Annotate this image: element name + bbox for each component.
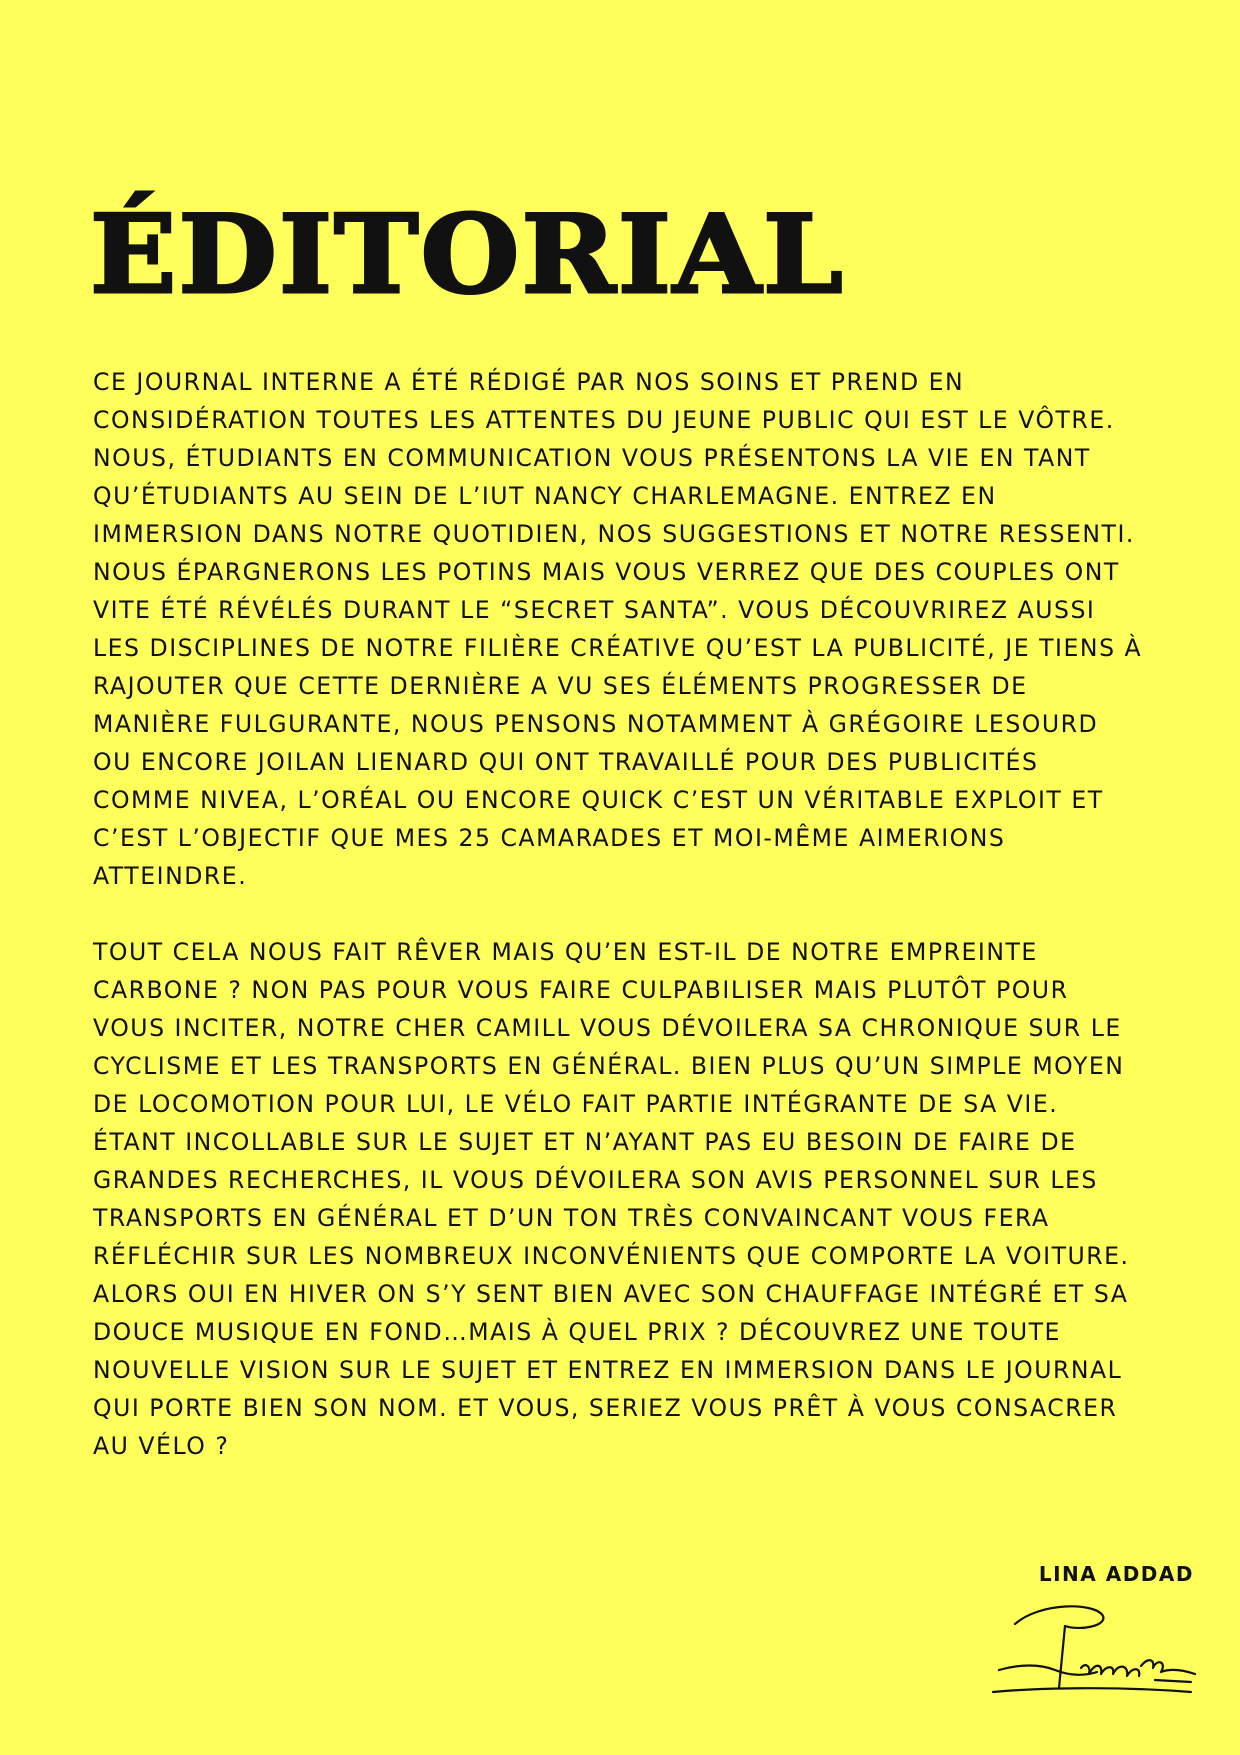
editorial-paragraph-2: TOUT CELA NOUS FAIT RÊVER MAIS QU’EN EST-IL DE NOTRE EMPREINTE CARBONE ? NON PAS POUR VOUS FAIRE CULPABILISER MAIS PLUTÔT POUR VOUS INCITER, NOTRE CHER CAMILL VOUS DÉVOILERA SA CHRONIQUE SUR LE CYCLISME ET LES TRANSPORTS EN GÉNÉRAL. BIEN PLUS QU’UN SIMPLE MOYEN DE LOCOMOTION POUR LUI, LE VÉLO FAIT PARTIE INTÉGRANTE DE SA VIE. ÉTANT INCOLLABLE SUR LE SUJET ET N’AYANT PAS EU BESOIN DE FAIRE DE GRANDES RECHERCHES, IL VOUS DÉVOILERA SON AVIS PERSONNEL SUR LES TRANSPORTS EN GÉNÉRAL ET D’UN TON TRÈS CONVAINCANT VOUS FERA RÉFLÉCHIR SUR LES NOMBREUX INCONVÉNIENTS QUE COMPORTE LA VOITURE. ALORS OUI EN HIVER ON S’Y SENT BIEN AVEC SON CHAUFFAGE INTÉGRÉ ET SA DOUCE MUSIQUE EN FOND…MAIS À QUEL PRIX ? DÉCOUVREZ UNE TOUTE NOUVELLE VISION SUR LE SUJET ET ENTREZ EN IMMERSION DANS LE JOURNAL QUI PORTE BIEN SON NOM. ET VOUS, SERIEZ VOUS PRÊT À VOUS CONSACRER AU VÉLO ?	[93, 938, 1130, 1460]
handwritten-signature-icon	[985, 1596, 1205, 1706]
editorial-paragraph-1: CE JOURNAL INTERNE A ÉTÉ RÉDIGÉ PAR NOS SOINS ET PREND EN CONSIDÉRATION TOUTES LES ATTENTES DU JEUNE PUBLIC QUI EST LE VÔTRE. NOUS, ÉTUDIANTS EN COMMUNICATION VOUS PRÉSENTONS LA VIE EN TANT QU’ÉTUDIANTS AU SEIN DE L’IUT NANCY CHARLEMAGNE. ENTREZ EN IMMERSION DANS NOTRE QUOTIDIEN, NOS SUGGESTIONS ET NOTRE RESSENTI. NOUS ÉPARGNERONS LES POTINS MAIS VOUS VERREZ QUE DES COUPLES ONT VITE ÉTÉ RÉVÉLÉS DURANT LE “SECRET SANTA”. VOUS DÉCOUVRIREZ AUSSI LES DISCIPLINES DE NOTRE FILIÈRE CRÉATIVE QU’EST LA PUBLICITÉ, JE TIENS À RAJOUTER QUE CETTE DERNIÈRE A VU SES ÉLÉMENTS PROGRESSER DE MANIÈRE FULGURANTE, NOUS PENSONS NOTAMMENT À GRÉGOIRE LESOURD OU ENCORE JOILAN LIENARD QUI ONT TRAVAILLÉ POUR DES PUBLICITÉS COMME NIVEA, L’ORÉAL OU ENCORE QUICK C’EST UN VÉRITABLE EXPLOIT ET C’EST L’OBJECTIF QUE MES 25 CAMARADES ET MOI-MÊME AIMERIONS ATTEINDRE.	[93, 368, 1143, 890]
page-title: ÉDITORIAL	[90, 192, 845, 318]
author-name: LINA ADDAD	[1038, 1562, 1194, 1586]
